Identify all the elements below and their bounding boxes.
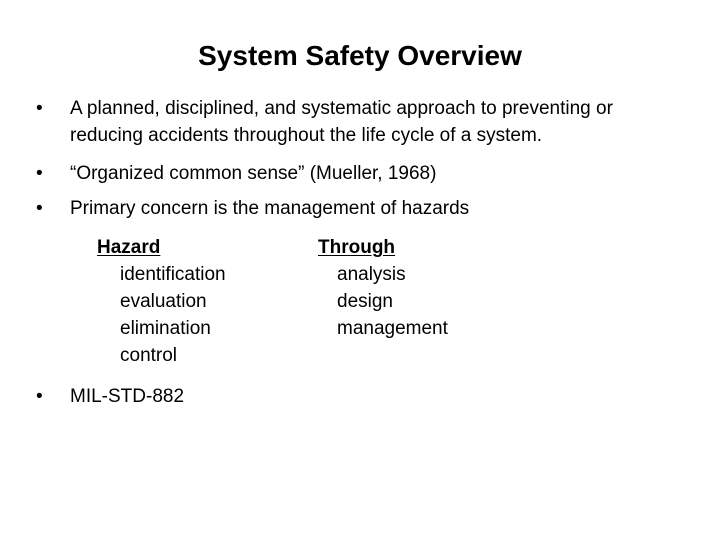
bullet-item-approach — [36, 95, 686, 149]
hazard-item-elimination: elimination — [120, 318, 211, 339]
slide-title: System Safety Overview — [198, 40, 522, 71]
bullet-marker: • — [36, 163, 43, 184]
hazard-column — [97, 234, 226, 369]
hazard-heading: Hazard — [97, 237, 161, 258]
through-item-design: design — [337, 291, 393, 312]
bullet-text: “Organized common sense” (Mueller, 1968) — [70, 163, 437, 184]
bullet-marker: • — [36, 198, 43, 219]
through-column — [318, 234, 448, 342]
bullet-text: A planned, disciplined, and systematic approach to preventing or reducing accidents throughout the life cycle of a system. — [70, 98, 613, 146]
bullet-item-primary-concern — [36, 195, 686, 222]
hazard-item-control: control — [120, 345, 178, 366]
through-item-analysis: analysis — [337, 264, 406, 285]
bullet-text: Primary concern is the management of hazards — [70, 198, 470, 219]
hazard-item-evaluation: evaluation — [120, 291, 207, 312]
bullet-item-common-sense — [36, 160, 686, 187]
through-item-management: management — [337, 318, 448, 339]
hazard-item-identification: identification — [120, 264, 226, 285]
bullet-item-mil-std — [36, 383, 686, 410]
bullet-marker: • — [36, 386, 43, 407]
bullet-text: MIL-STD-882 — [70, 386, 185, 407]
through-heading: Through — [318, 237, 396, 258]
bullet-marker: • — [36, 98, 43, 119]
